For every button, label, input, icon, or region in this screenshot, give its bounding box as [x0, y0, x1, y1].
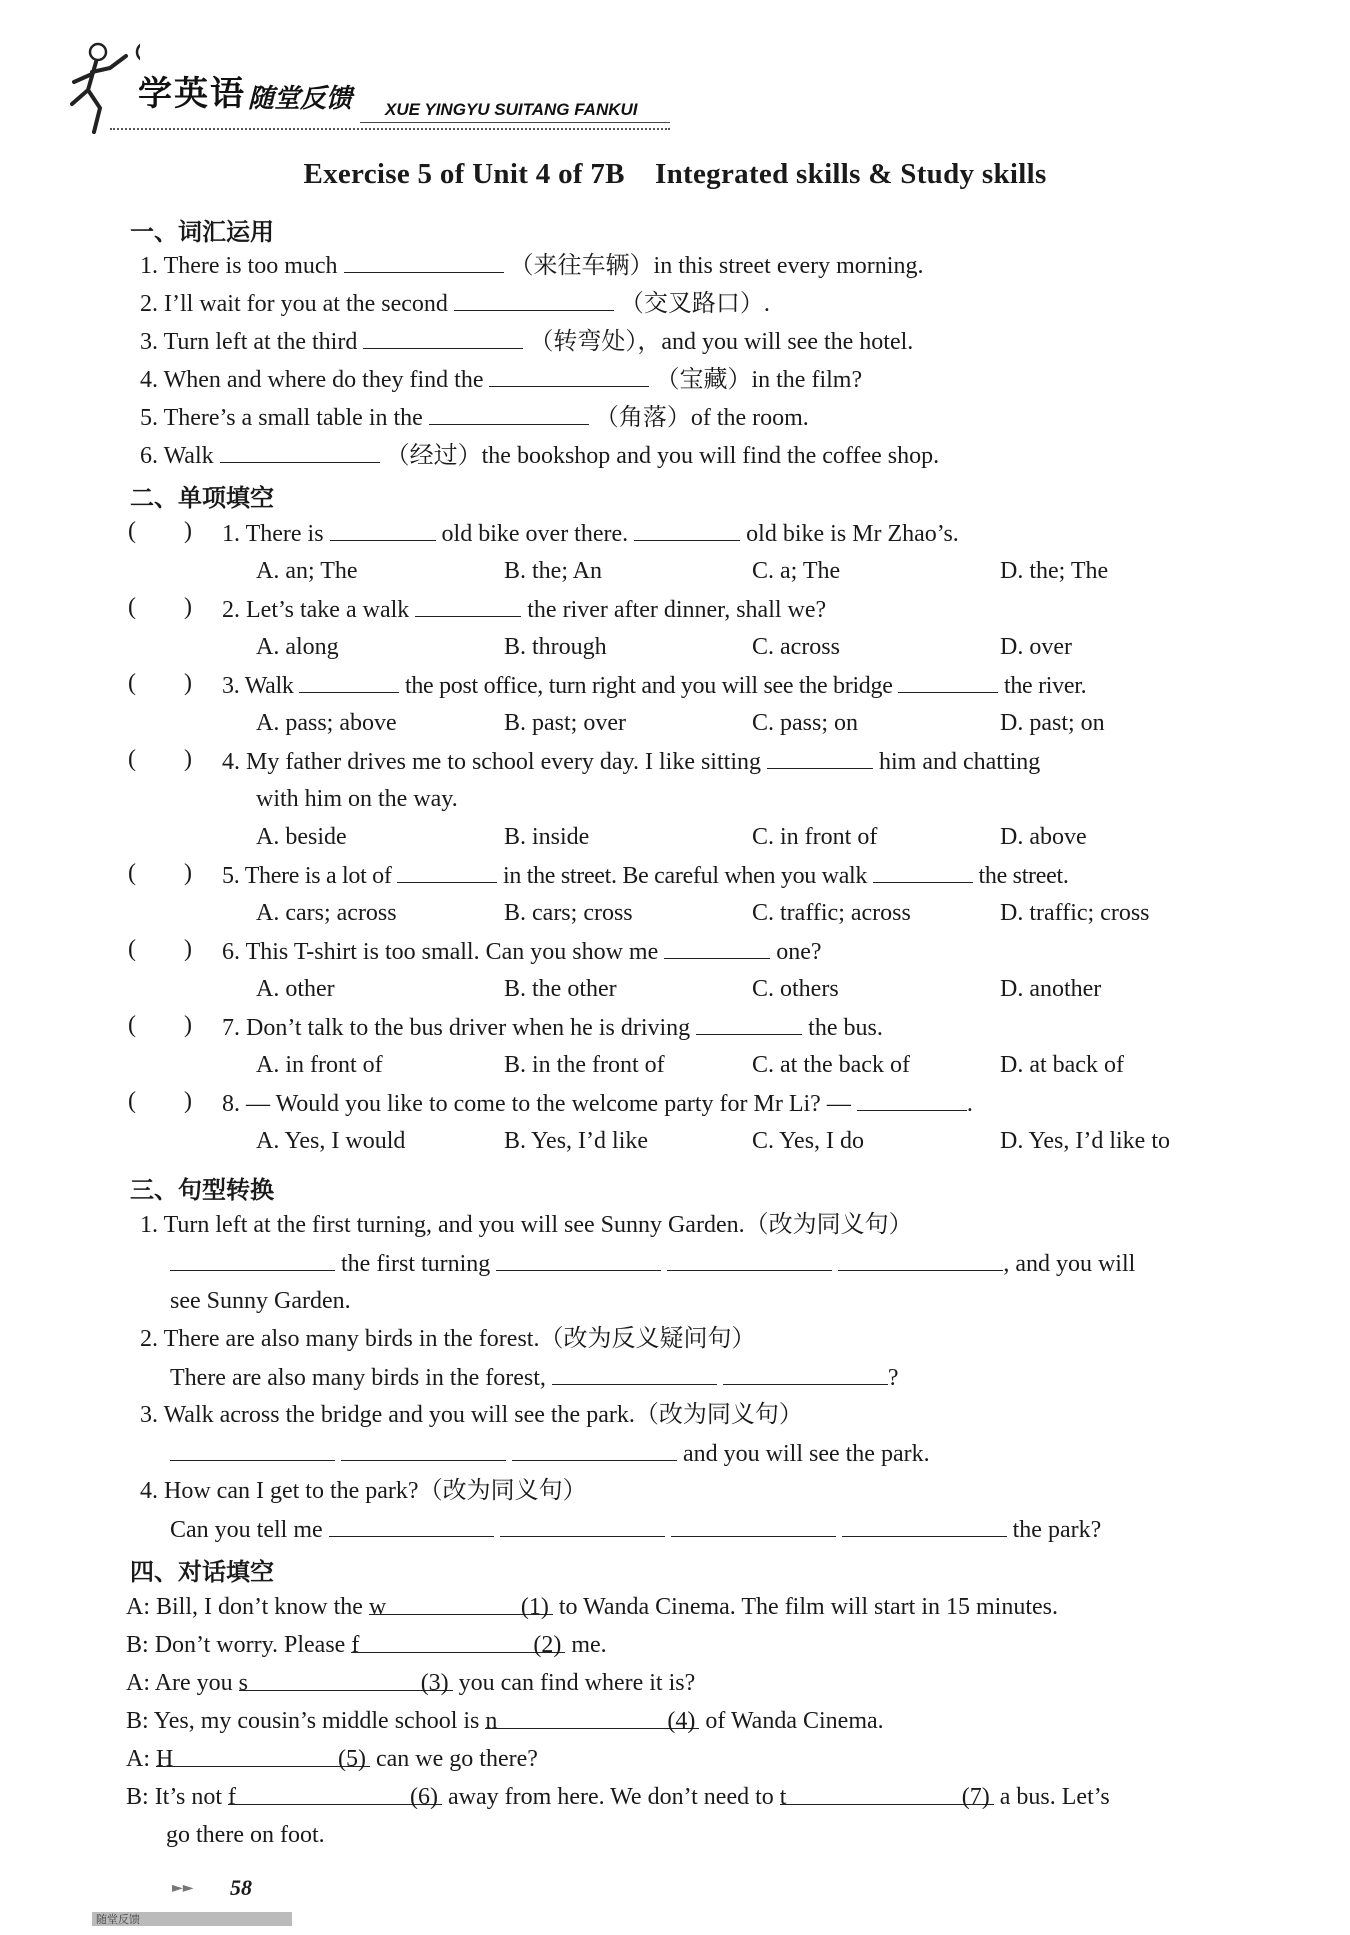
option-d[interactable]: D. the; The: [1000, 558, 1109, 584]
first-letter-hint: H: [156, 1746, 174, 1772]
answer-paren[interactable]: ( ): [128, 936, 192, 962]
mc-question: [222, 594, 826, 625]
first-letter-hint: f: [351, 1632, 360, 1658]
vocab-item: [140, 288, 770, 319]
answer-paren[interactable]: ( ): [128, 594, 192, 620]
answer-blank[interactable]: [842, 1514, 1007, 1537]
item-text: My father drives me to school every day. I like sitting: [246, 749, 761, 775]
item-text: （经过）the bookshop and you will find the coffee shop.: [385, 443, 940, 469]
option-d[interactable]: D. past; on: [1000, 710, 1105, 736]
item-text: （交叉路口）.: [619, 291, 770, 317]
item-number: 3.: [140, 1402, 158, 1428]
mc-question: [222, 518, 959, 549]
section-heading-mc: 二、单项填空: [130, 484, 274, 512]
first-letter-hint: s: [238, 1670, 249, 1696]
header-dotted-rule: [110, 128, 670, 130]
option-a[interactable]: A. an; The: [256, 558, 358, 584]
dialogue-line: [126, 1668, 695, 1698]
item-number: 4.: [140, 367, 158, 393]
answer-paren[interactable]: ( ): [128, 746, 192, 772]
option-c[interactable]: C. others: [752, 976, 839, 1002]
answer-blank[interactable]: [485, 1706, 699, 1734]
first-letter-hint: n: [485, 1708, 498, 1734]
answer-blank[interactable]: [500, 1514, 665, 1537]
item-text: , and you will: [1003, 1251, 1136, 1277]
option-b[interactable]: B. through: [504, 634, 607, 660]
blank-number: (2): [533, 1632, 562, 1658]
dialogue-line: [126, 1592, 1058, 1622]
item-number: 1.: [140, 1212, 158, 1238]
item-text: Are you: [154, 1670, 233, 1696]
option-d[interactable]: D. traffic; cross: [1000, 900, 1150, 926]
item-text: the first turning: [341, 1251, 491, 1277]
item-text: Don’t worry. Please: [154, 1632, 346, 1658]
item-text: one?: [776, 939, 822, 965]
answer-blank[interactable]: [552, 1362, 717, 1385]
item-text: （来往车辆）in this street every morning.: [509, 253, 924, 279]
answer-blank[interactable]: [299, 670, 399, 693]
item-text: away from here. We don’t need to: [448, 1784, 774, 1810]
vocab-item: [140, 440, 939, 471]
answer-blank[interactable]: [723, 1362, 888, 1385]
item-number: 5.: [140, 405, 158, 431]
item-text: of Wanda Cinema.: [705, 1708, 884, 1734]
option-a[interactable]: A. beside: [256, 824, 347, 850]
blank-number: (1): [520, 1594, 549, 1620]
item-text: Turn left at the first turning, and you will see Sunny Garden.（改为同义句）: [163, 1212, 913, 1238]
item-number: 2.: [140, 1326, 158, 1352]
vocab-item: [140, 364, 862, 395]
vocab-item: [140, 250, 923, 281]
answer-blank[interactable]: [429, 402, 589, 425]
mc-question: [222, 746, 1040, 777]
mc-question: [222, 1088, 973, 1119]
option-c[interactable]: C. in front of: [752, 824, 878, 850]
item-text: — Would you like to come to the welcome party for Mr Li? —: [246, 1091, 851, 1117]
dialogue-line-continued: go there on foot.: [166, 1822, 325, 1848]
mc-question: [222, 670, 1086, 701]
answer-blank[interactable]: [873, 860, 973, 883]
option-d[interactable]: D. over: [1000, 634, 1072, 660]
vocab-item: [140, 402, 809, 433]
option-b[interactable]: B. past; over: [504, 710, 626, 736]
dialogue-line: [126, 1706, 884, 1736]
option-c[interactable]: C. pass; on: [752, 710, 859, 736]
speaker-label: A:: [126, 1746, 150, 1772]
answer-blank[interactable]: [238, 1668, 453, 1696]
answer-blank[interactable]: [329, 1514, 494, 1537]
option-a[interactable]: A. in front of: [256, 1052, 383, 1078]
item-text: Walk: [163, 443, 214, 469]
item-text: Turn left at the third: [163, 329, 358, 355]
brand-subtitle: 随堂反馈: [248, 84, 353, 114]
item-text: There is too much: [163, 253, 338, 279]
item-text: and you will see the park.: [683, 1441, 930, 1467]
item-number: 8.: [222, 1091, 240, 1117]
item-text: the river.: [1003, 673, 1087, 699]
mc-question: [222, 860, 1069, 891]
answer-paren[interactable]: ( ): [128, 1012, 192, 1038]
speaker-label: A:: [126, 1594, 150, 1620]
speaker-label: B:: [126, 1632, 149, 1658]
answer-blank[interactable]: [220, 440, 380, 463]
option-b[interactable]: B. Yes, I’d like: [504, 1128, 649, 1154]
item-text: I’ll wait for you at the second: [164, 291, 448, 317]
item-number: 1.: [222, 521, 240, 547]
page-number: 58: [230, 1875, 252, 1900]
answer-blank[interactable]: [489, 364, 649, 387]
answer-blank[interactable]: [496, 1248, 661, 1271]
option-b[interactable]: B. in the front of: [504, 1052, 665, 1078]
answer-blank[interactable]: [671, 1514, 836, 1537]
option-a[interactable]: A. Yes, I would: [256, 1128, 406, 1154]
transform-question: [140, 1476, 587, 1506]
option-d[interactable]: D. at back of: [1000, 1052, 1124, 1078]
option-d[interactable]: D. another: [1000, 976, 1102, 1002]
option-b[interactable]: B. the other: [504, 976, 617, 1002]
item-text: It’s not: [154, 1784, 223, 1810]
item-text: ?: [887, 1365, 899, 1391]
item-text: Don’t talk to the bus driver when he is driving: [246, 1015, 691, 1041]
item-text: There are also many birds in the forest,: [170, 1365, 546, 1391]
page-arrow-icon: ►►: [172, 1880, 194, 1896]
section-heading-dialogue: 四、对话填空: [130, 1558, 274, 1586]
answer-paren[interactable]: ( ): [128, 860, 192, 886]
item-number: 6.: [140, 443, 158, 469]
item-text: （角落）of the room.: [594, 405, 809, 431]
item-text: the post office, turn right and you will see the bridge: [404, 673, 893, 699]
answer-paren[interactable]: ( ): [128, 670, 192, 696]
item-number: 4.: [222, 749, 240, 775]
item-text: old bike over there.: [441, 521, 629, 547]
item-text: （转弯处），and you will see the hotel.: [529, 329, 914, 355]
header-banner: [60, 38, 680, 138]
first-letter-hint: t: [779, 1784, 787, 1810]
item-text: him and chatting: [878, 749, 1041, 775]
item-text: There is a lot of: [244, 863, 392, 889]
transform-question: [140, 1400, 803, 1430]
answer-blank[interactable]: [454, 288, 614, 311]
first-letter-hint: w: [368, 1594, 387, 1620]
answer-blank[interactable]: [341, 1438, 506, 1461]
item-text: you can find where it is?: [458, 1670, 696, 1696]
answer-blank[interactable]: [838, 1248, 1003, 1271]
option-a[interactable]: A. along: [256, 634, 339, 660]
brand-pinyin: XUE YINGYU SUITANG FANKUI: [385, 100, 638, 119]
transform-answer: [170, 1438, 930, 1469]
option-d[interactable]: D. above: [1000, 824, 1087, 850]
transform-question: [140, 1210, 913, 1240]
item-number: 7.: [222, 1015, 240, 1041]
item-number: 2.: [140, 291, 158, 317]
answer-blank[interactable]: [228, 1782, 442, 1810]
answer-paren[interactable]: ( ): [128, 518, 192, 544]
option-b[interactable]: B. the; An: [504, 558, 603, 584]
option-d[interactable]: D. Yes, I’d like to: [1000, 1128, 1171, 1154]
answer-blank[interactable]: [351, 1630, 565, 1658]
answer-blank[interactable]: [170, 1438, 335, 1461]
answer-blank[interactable]: [512, 1438, 677, 1461]
item-text: There is: [245, 521, 324, 547]
blank-number: (3): [420, 1670, 449, 1696]
item-text: a bus. Let’s: [999, 1784, 1110, 1810]
item-text: to Wanda Cinema. The film will start in 15 minutes.: [558, 1594, 1059, 1620]
transform-answer: [170, 1514, 1101, 1545]
answer-blank[interactable]: [779, 1782, 994, 1810]
answer-blank[interactable]: [330, 518, 436, 541]
speaker-label: A:: [126, 1670, 150, 1696]
item-text: Walk across the bridge and you will see the park.（改为同义句）: [163, 1402, 803, 1428]
answer-blank[interactable]: [344, 250, 504, 273]
option-b[interactable]: B. cars; cross: [504, 900, 633, 926]
transform-answer-continued: see Sunny Garden.: [170, 1288, 351, 1314]
item-number: 6.: [222, 939, 240, 965]
speaker-label: B:: [126, 1784, 149, 1810]
section-heading-transform: 三、句型转换: [130, 1176, 274, 1204]
option-c[interactable]: C. across: [752, 634, 840, 660]
item-text: Yes, my cousin’s middle school is: [153, 1708, 480, 1734]
item-text: me.: [571, 1632, 607, 1658]
dialogue-line: [126, 1630, 607, 1660]
item-number: 4.: [140, 1478, 158, 1504]
mc-question: [222, 936, 822, 967]
answer-blank[interactable]: [767, 746, 873, 769]
answer-blank[interactable]: [634, 518, 740, 541]
item-text: .: [966, 1091, 973, 1117]
runner-logo-icon: [60, 38, 140, 138]
item-number: 2.: [222, 597, 240, 623]
item-text: the river after dinner, shall we?: [527, 597, 827, 623]
item-text: There’s a small table in the: [163, 405, 423, 431]
option-c[interactable]: C. traffic; across: [752, 900, 911, 926]
dialogue-line: [126, 1744, 538, 1774]
mc-question-continued: with him on the way.: [256, 786, 458, 812]
answer-blank[interactable]: [667, 1248, 832, 1271]
option-c[interactable]: C. a; The: [752, 558, 841, 584]
transform-answer: [170, 1362, 899, 1393]
mc-question: [222, 1012, 883, 1043]
item-text: How can I get to the park?（改为同义句）: [164, 1478, 587, 1504]
item-text: in the street. Be careful when you walk: [502, 863, 868, 889]
transform-answer: [170, 1248, 1135, 1279]
answer-blank[interactable]: [664, 936, 770, 959]
item-text: When and where do they find the: [163, 367, 484, 393]
item-text: Can you tell me: [170, 1517, 323, 1543]
item-text: There are also many birds in the forest.（改为反义疑问句）: [163, 1326, 756, 1352]
item-number: 1.: [140, 253, 158, 279]
item-text: the street.: [978, 863, 1069, 889]
section-heading-vocab: 一、词汇运用: [130, 218, 274, 246]
dialogue-line: [126, 1782, 1110, 1812]
option-a[interactable]: A. other: [256, 976, 335, 1002]
transform-question: [140, 1324, 755, 1354]
item-text: the park?: [1012, 1517, 1102, 1543]
item-text: Walk: [244, 673, 294, 699]
answer-blank[interactable]: [397, 860, 497, 883]
first-letter-hint: f: [228, 1784, 237, 1810]
item-text: Bill, I don’t know the: [156, 1594, 363, 1620]
speaker-label: B:: [126, 1708, 149, 1734]
footer-bar-label: 随堂反馈: [96, 1913, 140, 1926]
answer-blank[interactable]: [857, 1088, 967, 1111]
answer-blank[interactable]: [368, 1592, 553, 1620]
item-number: 5.: [222, 863, 240, 889]
option-c[interactable]: C. at the back of: [752, 1052, 910, 1078]
item-text: old bike is Mr Zhao’s.: [746, 521, 959, 547]
answer-blank[interactable]: [898, 670, 998, 693]
answer-blank[interactable]: [170, 1248, 335, 1271]
item-number: 3.: [140, 329, 158, 355]
item-text: This T-shirt is too small. Can you show me: [245, 939, 659, 965]
brand-chinese: 学英语: [138, 74, 246, 114]
answer-blank[interactable]: [363, 326, 523, 349]
answer-blank[interactable]: [156, 1744, 370, 1772]
item-text: （宝藏）in the film?: [655, 367, 863, 393]
item-text: the bus.: [808, 1015, 883, 1041]
blank-number: (5): [338, 1746, 366, 1772]
vocab-item: [140, 326, 913, 357]
item-text: Let’s take a walk: [246, 597, 410, 623]
item-number: 3.: [222, 673, 240, 699]
answer-blank[interactable]: [415, 594, 521, 617]
option-c[interactable]: C. Yes, I do: [752, 1128, 865, 1154]
item-text: can we go there?: [376, 1746, 538, 1772]
blank-number: (6): [410, 1784, 439, 1810]
blank-number: (4): [667, 1708, 696, 1734]
option-a[interactable]: A. cars; across: [256, 900, 397, 926]
option-b[interactable]: B. inside: [504, 824, 590, 850]
blank-number: (7): [961, 1784, 990, 1810]
answer-blank[interactable]: [696, 1012, 802, 1035]
page-title: Exercise 5 of Unit 4 of 7B Integrated skills & Study skills: [303, 158, 1047, 190]
option-a[interactable]: A. pass; above: [256, 710, 397, 736]
answer-paren[interactable]: ( ): [128, 1088, 192, 1114]
header-rule: [360, 122, 670, 123]
